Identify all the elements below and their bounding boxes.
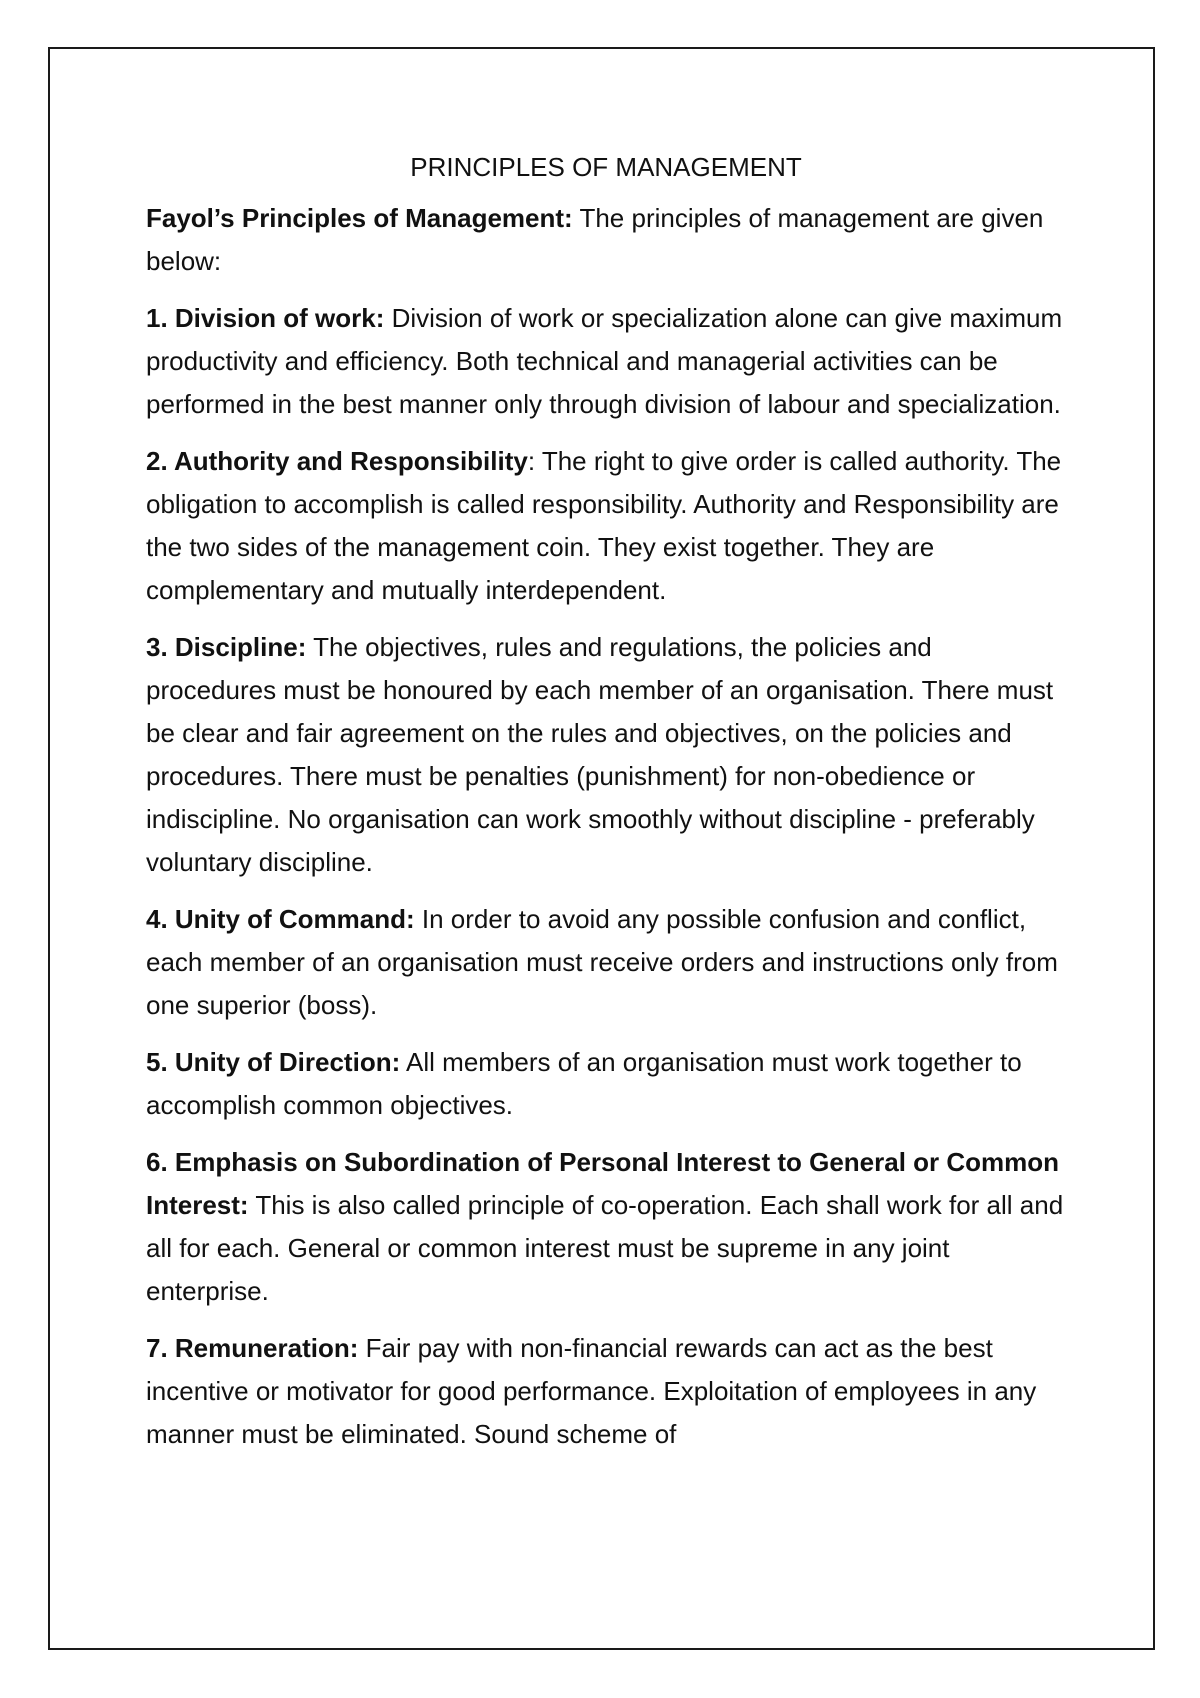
principle-heading: 1. Division of work: [146,303,385,333]
principle-subordination-of-interest [146,1141,1066,1313]
intro-heading: Fayol’s Principles of Management: [146,203,573,233]
principle-text: Division of work or specialization alone can give maximum productivity and efficiency. Both technical and managerial activities can be performed in the best manner only through division of labour and specialization. [146,303,1063,419]
principle-text: In order to avoid any possible confusion and conflict, each member of an organisation must receive orders and instructions only from one superior (boss). [146,904,1058,1020]
principle-authority-responsibility [146,440,1066,612]
principle-division-of-work [146,297,1066,426]
principle-unity-of-direction [146,1041,1066,1127]
principle-heading: 6. Emphasis on Subordination of Personal Interest to General or Common Interest: [146,1147,1060,1220]
intro-paragraph [146,197,1066,283]
principle-text: : The right to give order is called authority. The obligation to accomplish is called responsibility. Authority and Responsibility are the two sides of the management coin. They exist together. They are complementary and mutually interdependent. [146,446,1062,605]
intro-text: The principles of management are given below: [146,203,1044,276]
principle-heading: 2. Authority and Responsibility [146,446,528,476]
principle-discipline [146,626,1066,884]
principle-text: This is also called principle of co-operation. Each shall work for all and all for each. General or common interest must be supreme in any joint enterprise. [146,1190,1064,1306]
principle-remuneration [146,1327,1066,1456]
principle-heading: 7. Remuneration: [146,1333,359,1363]
principle-heading: 4. Unity of Command: [146,904,415,934]
principle-heading: 3. Discipline: [146,632,307,662]
principle-text: Fair pay with non-financial rewards can act as the best incentive or motivator for good performance. Exploitation of employees in any manner must be eliminated. Sound scheme of [146,1333,1037,1449]
principle-heading: 5. Unity of Direction: [146,1047,401,1077]
document-body [146,146,1066,1470]
principle-unity-of-command [146,898,1066,1027]
principle-text: All members of an organisation must work together to accomplish common objectives. [146,1047,1022,1120]
principle-text: The objectives, rules and regulations, the policies and procedures must be honoured by each member of an organisation. There must be clear and fair agreement on the rules and objectives, on the policies and procedures. There must be penalties (punishment) for non-obedience or indiscipline. No organisation can work smoothly without discipline - preferably voluntary discipline. [146,632,1054,877]
document-title: PRINCIPLES OF MANAGEMENT [410,152,802,182]
